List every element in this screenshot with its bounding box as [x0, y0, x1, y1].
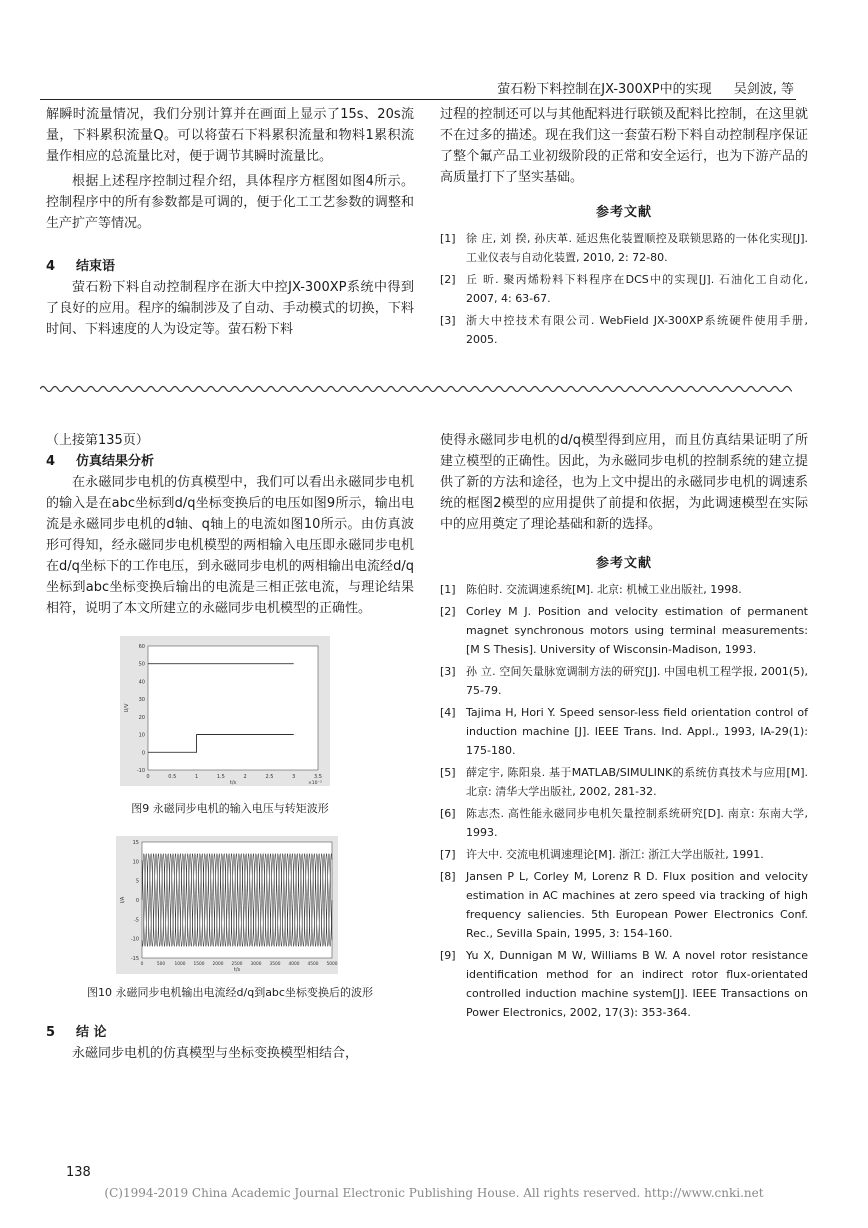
- reference-text: 丘 昕. 聚丙烯粉料下料程序在DCS中的实现[J]. 石油化工自动化, 2007, 4: 63-67.: [466, 273, 808, 305]
- x-tick-label: 3000: [250, 962, 262, 967]
- reference-item: [440, 845, 808, 864]
- references-title: 参考文献: [595, 205, 652, 220]
- continuation-note: （上接第135页）: [46, 433, 149, 448]
- divider-ornament: [40, 383, 792, 395]
- y-tick-label: 0: [141, 750, 145, 757]
- article-title: 萤石粉下料控制在JX-300XP中的实现: [497, 82, 712, 97]
- reference-text: 陈志杰. 高性能永磁同步电机矢量控制系统研究[D]. 南京: 东南大学, 1993.: [466, 807, 808, 839]
- reference-number: [3]: [440, 665, 456, 678]
- x-tick-label: 0.5: [168, 774, 177, 780]
- reference-item: [440, 703, 808, 760]
- plot-area: [148, 646, 318, 770]
- x-tick-label: 3500: [269, 962, 281, 967]
- references-list: [440, 229, 808, 349]
- x-tick-label: 5000: [326, 962, 338, 967]
- reference-number: [8]: [440, 870, 456, 883]
- paragraph: 在永磁同步电机的仿真模型中，我们可以看出永磁同步电机的输入是在abc坐标到d/q坐标变换后的电压如图9所示，输出电流是永磁同步电机的d轴、q轴上的电流如图10所示。由仿真波形可得知，经永磁同步电机模型的两相输入电压即永磁同步电机在d/q坐标下的工作电压，到永磁同步电机的两相输出电流经d/q坐标到abc坐标变换后输出的电流是三相正弦电流，与理论结果相符，说明了本文所建立的永磁同步电机模型的正确性。: [46, 475, 414, 616]
- references-list: [440, 580, 808, 1022]
- x-axis-exponent: ×10⁻³: [308, 781, 322, 786]
- reference-text: Corley M J. Position and velocity estimation of permanent magnet synchronous motors using terminal measurements:[M S Thesis]. University of Wisconsin-Madison, 1993.: [466, 605, 808, 656]
- bottom-left-continued: [46, 1022, 414, 1064]
- x-tick-label: 3: [292, 774, 296, 780]
- reference-item: [440, 662, 808, 700]
- reference-text: 陈伯时. 交流调速系统[M]. 北京: 机械工业出版社, 1998.: [466, 583, 742, 596]
- x-tick-label: 2500: [231, 962, 243, 967]
- y-tick-label: -10: [136, 768, 145, 774]
- copyright-footer: (C)1994-2019 China Academic Journal Electronic Publishing House. All rights reserved. http://www.cnki.net: [104, 1186, 764, 1200]
- y-tick-label: 10: [132, 859, 139, 866]
- reference-item: [440, 602, 808, 659]
- reference-text: Yu X, Dunnigan M W, Williams B W. A novel rotor resistance identification method for an indirect rotor flux-orientated controlled induction machine system[J]. IEEE Transactions on Power Electronics, 2002, 17(3): 353-364.: [466, 949, 808, 1019]
- x-tick-label: 0: [146, 774, 150, 780]
- x-tick-label: 4500: [307, 962, 319, 967]
- x-axis-label: t/s: [233, 967, 241, 973]
- paragraph: 萤石粉下料自动控制程序在浙大中控JX-300XP系统中得到了良好的应用。程序的编制涉及了自动、手动模式的切换，下料时间、下料速度的人为设定等。萤石粉下料: [46, 280, 414, 337]
- paragraph: 使得永磁同步电机的d/q模型得到应用，而且仿真结果证明了所建立模型的正确性。因此，为永磁同步电机的控制系统的建立提供了新的方法和途径，也为上文中提出的永磁同步电机的调速系统的框图2模型的应用提供了前提和依据，为此调速模型在实际中的应用奠定了理论基础和新的选择。: [440, 433, 808, 532]
- paragraph: 解瞬时流量情况，我们分别计算并在画面上显示了15s、20s流量，下料累积流量Q。可以将萤石下料累积流量和物料1累积流量作相应的总流量比对，便于调节其瞬时流量比。: [46, 107, 414, 164]
- reference-item: [440, 946, 808, 1022]
- x-tick-label: 3.5: [314, 774, 322, 780]
- reference-number: [4]: [440, 706, 456, 719]
- figure-10-chart: [116, 836, 338, 974]
- reference-text: 许大中. 交流电机调速理论[M]. 浙江: 浙江大学出版社, 1991.: [466, 848, 764, 861]
- reference-item: [440, 804, 808, 842]
- y-tick-label: 40: [138, 679, 145, 686]
- y-axis-label: U/V: [124, 703, 130, 713]
- reference-item: [440, 229, 808, 267]
- x-tick-label: 2: [243, 774, 247, 780]
- reference-number: [3]: [440, 314, 456, 327]
- y-tick-label: 0: [135, 898, 139, 904]
- figure-10-caption: 图10 永磁同步电机输出电流经d/q到abc坐标变换后的波形: [87, 986, 373, 999]
- paragraph: 永磁同步电机的仿真模型与坐标变换模型相结合，: [72, 1046, 359, 1061]
- reference-text: Jansen P L, Corley M, Lorenz R D. Flux position and velocity estimation in AC machines at zero speed via tracking of high frequency saliencies. 5th European Power Electronics Conf. Rec., Sevilla Spain, 1995, 3: 154-160.: [466, 870, 808, 940]
- x-tick-label: 0: [140, 962, 144, 967]
- top-left-column: [46, 104, 414, 340]
- x-axis-label: t/s: [229, 780, 237, 786]
- reference-text: 孙 立. 空间矢量脉宽调制方法的研究[J]. 中国电机工程学报, 2001(5), 75-79.: [466, 665, 808, 697]
- x-tick-label: 1500: [193, 962, 205, 967]
- x-tick-label: 1000: [174, 962, 186, 967]
- reference-text: 徐 庄, 刘 揆, 孙庆革. 延迟焦化装置顺控及联锁思路的一体化实现[J]. 工业仪表与自动化装置, 2010, 2: 72-80.: [466, 232, 808, 264]
- reference-item: [440, 763, 808, 801]
- reference-text: 浙大中控技术有限公司. WebField JX-300XP系统硬件使用手册, 2005.: [466, 314, 808, 346]
- y-tick-label: 30: [138, 697, 145, 704]
- reference-number: [1]: [440, 232, 456, 245]
- x-tick-label: 1: [194, 774, 199, 780]
- y-tick-label: 5: [135, 878, 139, 885]
- bottom-left-column: [46, 430, 414, 619]
- y-tick-label: 15: [132, 840, 139, 846]
- y-tick-label: 20: [138, 714, 145, 721]
- figure-9-caption: 图9 永磁同步电机的输入电压与转矩波形: [131, 802, 329, 815]
- section-heading: 5 结 论: [46, 1025, 107, 1040]
- x-tick-label: 4000: [288, 962, 300, 967]
- reference-number: [9]: [440, 949, 456, 962]
- top-right-column: [440, 104, 808, 352]
- article-author: 吴剑波, 等: [733, 82, 794, 97]
- y-tick-label: -10: [130, 936, 139, 943]
- section-heading: 4 结束语: [46, 259, 116, 274]
- reference-number: [1]: [440, 583, 456, 596]
- y-tick-label: 50: [138, 661, 145, 668]
- reference-item: [440, 580, 808, 599]
- reference-number: [6]: [440, 807, 456, 820]
- section-heading: 4 仿真结果分析: [46, 454, 155, 469]
- running-head: [40, 78, 796, 100]
- x-tick-label: 500: [156, 962, 166, 967]
- reference-text: Tajima H, Hori Y. Speed sensor-less field orientation control of induction machine [J]. IEEE Trans. Ind. Appl., 1993, IA-29(1): 175-180.: [466, 706, 808, 757]
- y-axis-label: I/A: [120, 896, 126, 904]
- y-tick-label: -5: [134, 917, 139, 924]
- x-tick-label: 2000: [212, 962, 224, 967]
- reference-number: [5]: [440, 766, 456, 779]
- reference-item: [440, 311, 808, 349]
- y-tick-label: 10: [138, 732, 145, 739]
- paragraph: 过程的控制还可以与其他配料进行联锁及配料比控制，在这里就不在过多的描述。现在我们这一套萤石粉下料自动控制程序保证了整个氟产品工业初级阶段的正常和安全运行，也为下游产品的高质量打下了坚实基础。: [440, 107, 808, 185]
- reference-item: [440, 270, 808, 308]
- x-tick-label: 1.5: [216, 774, 225, 780]
- page-number: 138: [66, 1165, 91, 1180]
- paragraph: 根据上述程序控制过程介绍，具体程序方框图如图4所示。控制程序中的所有参数都是可调的，便于化工工艺参数的调整和生产扩产等情况。: [46, 174, 414, 231]
- references-title: 参考文献: [595, 556, 652, 571]
- x-tick-label: 2.5: [265, 774, 274, 780]
- reference-number: [2]: [440, 273, 456, 286]
- y-tick-label: 60: [138, 644, 145, 650]
- bottom-right-column: [440, 430, 808, 1025]
- y-tick-label: -15: [130, 956, 139, 962]
- reference-text: 薛定宇, 陈阳泉. 基于MATLAB/SIMULINK的系统仿真技术与应用[M]. 北京: 清华大学出版社, 2002, 281-32.: [466, 766, 808, 798]
- reference-number: [7]: [440, 848, 456, 861]
- reference-item: [440, 867, 808, 943]
- reference-number: [2]: [440, 605, 456, 618]
- figure-9-chart: [120, 636, 330, 786]
